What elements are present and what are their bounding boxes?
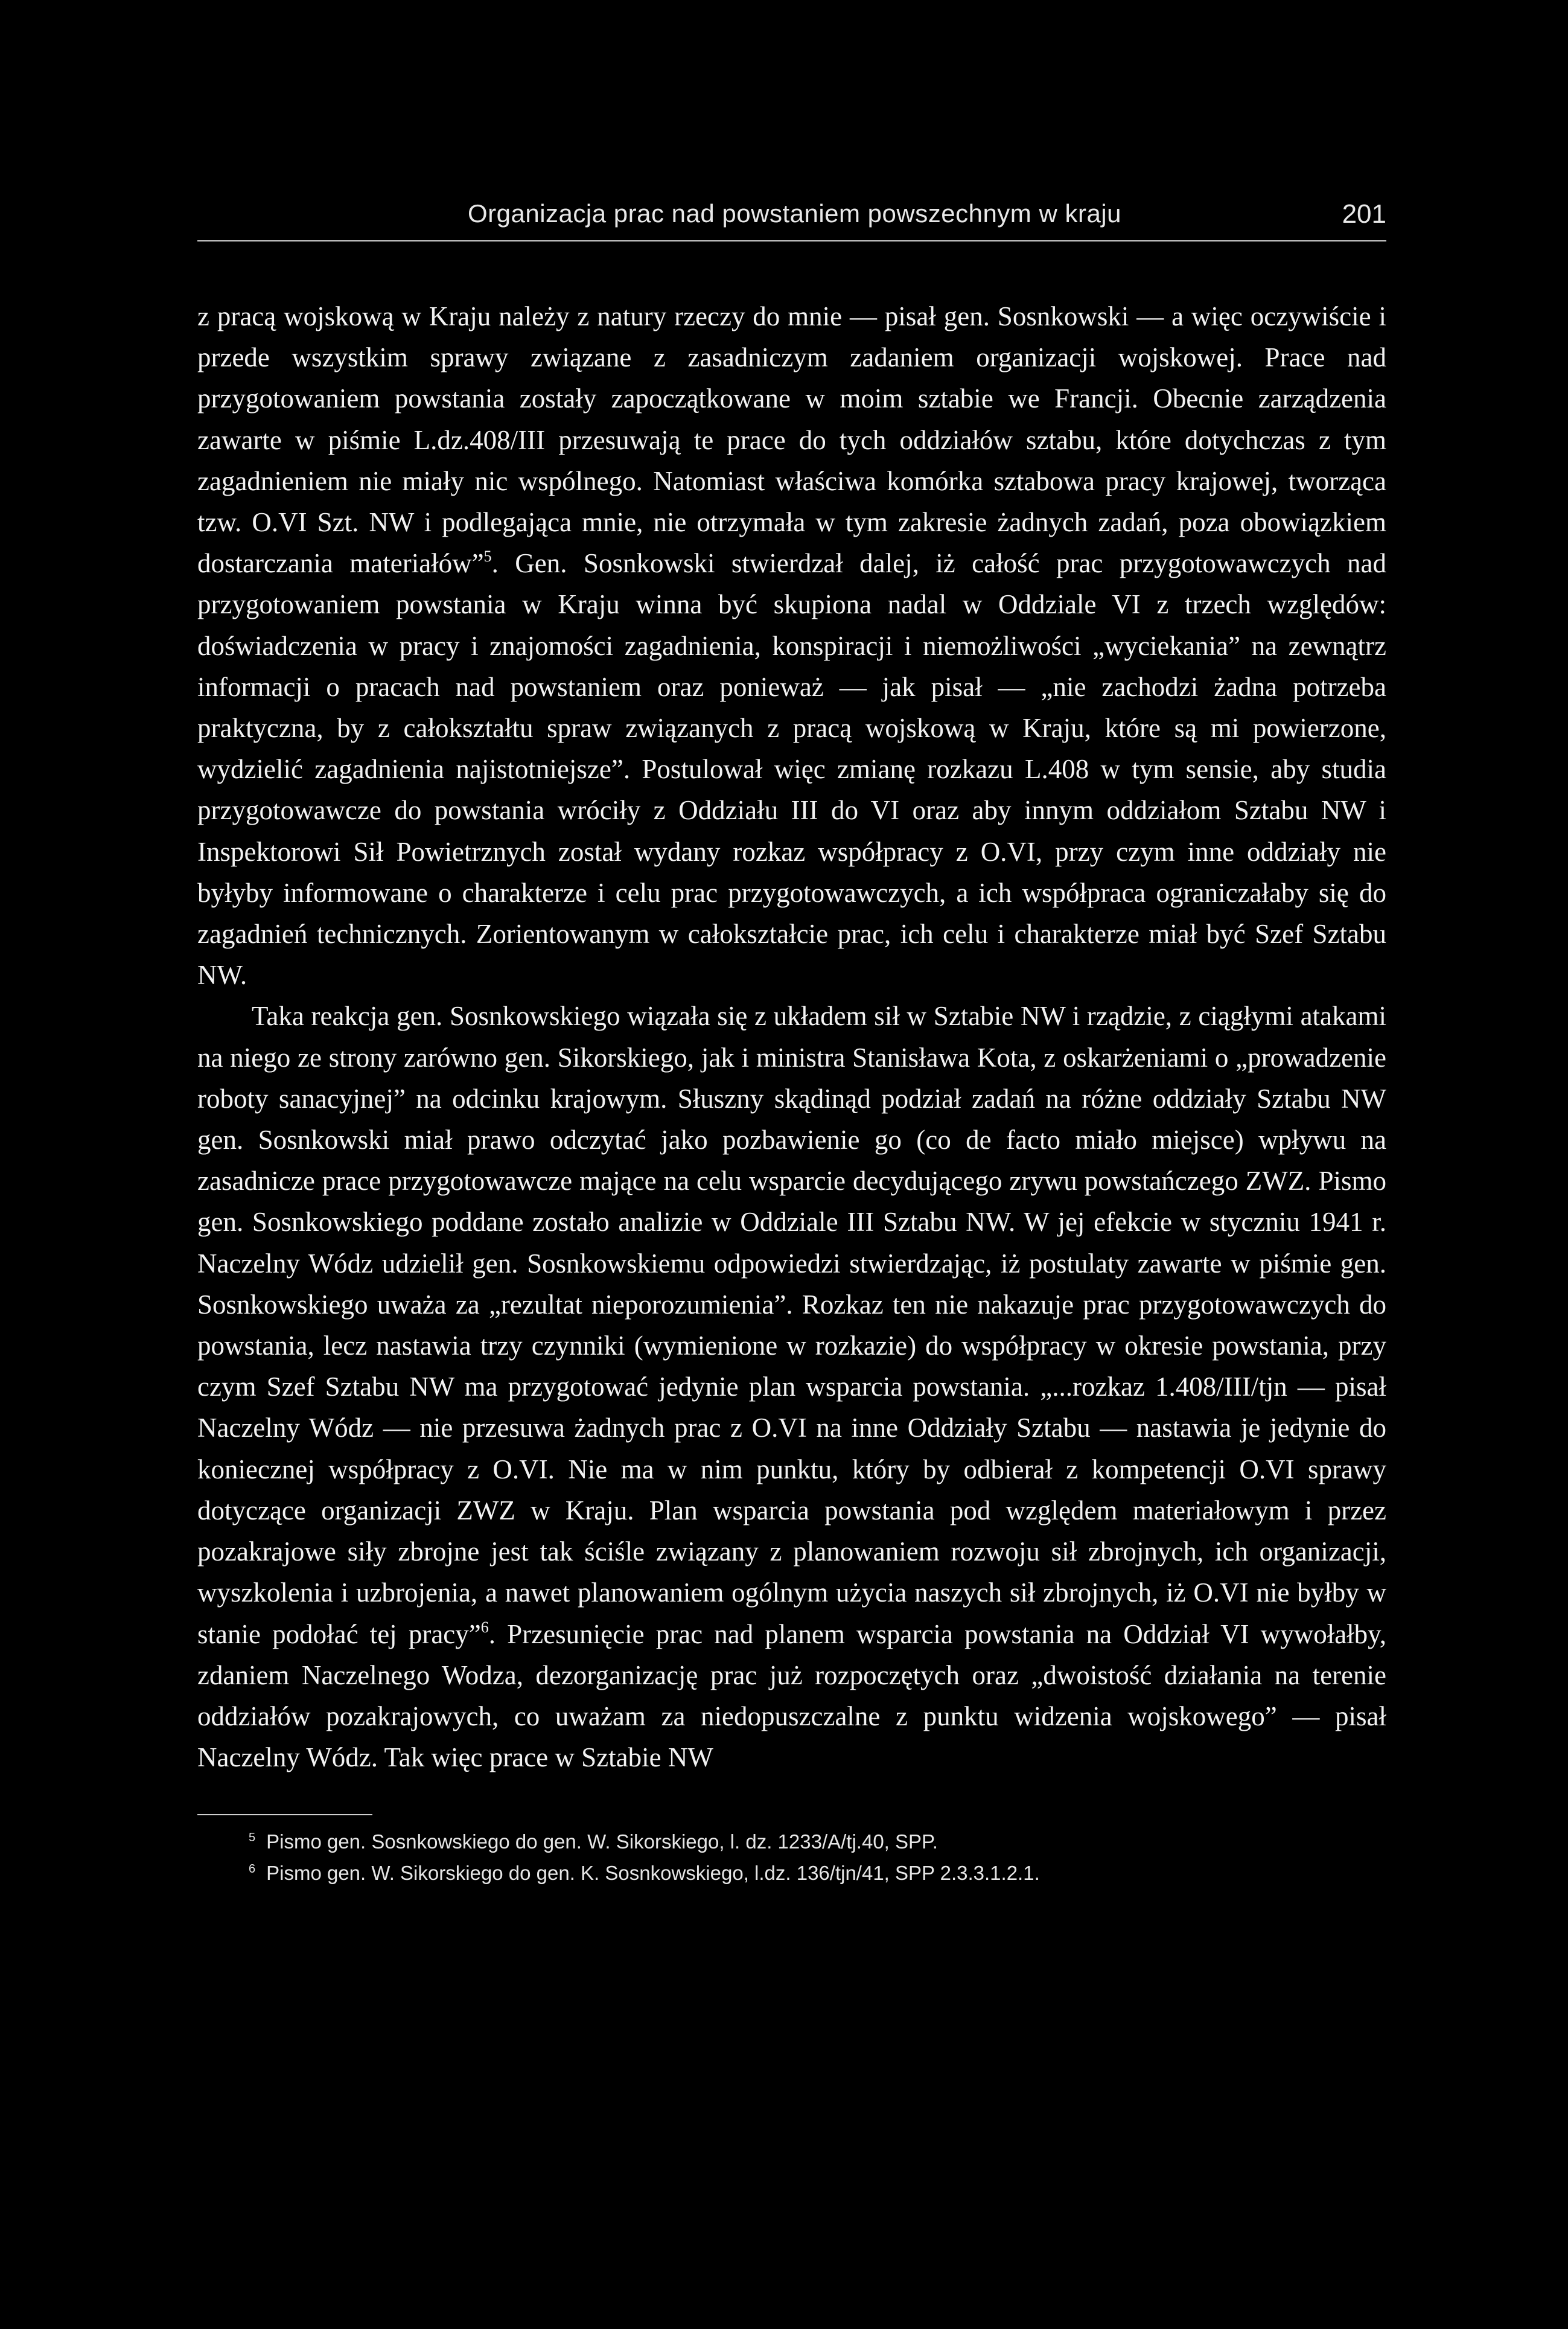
paragraph-text: . Przesunięcie prac nad planem wsparcia powstania na Oddział VI wywołałby, zdaniem Naczelnego Wodza, dezorganizację prac już rozpoczętych oraz „dwoistość działania na terenie oddziałów pozakrajowych, co uważam za niedopuszczalne z punktu widzenia wojskowego” — pisał Naczelny Wódz. Tak więc prace w Sztabie NW: [197, 1618, 1386, 1773]
footnote-reference[interactable]: 5: [483, 548, 492, 566]
book-page: [197, 199, 1386, 1889]
footnote-number: 5: [249, 1831, 256, 1845]
page-number: 201: [1342, 199, 1386, 229]
footnote-text: Pismo gen. Sosnkowskiego do gen. W. Sikorskiego, l. dz. 1233/A/tj.40, SPP.: [266, 1830, 938, 1853]
paragraph: [197, 296, 1386, 995]
running-header: [197, 199, 1386, 241]
header-rule: [197, 240, 1386, 241]
footnote-number: 6: [249, 1862, 256, 1876]
footnote-text: Pismo gen. W. Sikorskiego do gen. K. Sosnkowskiego, l.dz. 136/tjn/41, SPP 2.3.3.1.2.1.: [266, 1862, 1040, 1885]
paragraph-text: z pracą wojskową w Kraju należy z natury rzeczy do mnie — pisał gen. Sosnkowski — a więc oczywiście i przede wszystkim sprawy związane z zasadniczym zadaniem organizacji wojskowej. Prace nad przygotowaniem powstania zostały zapoczątkowane w moim sztabie we Francji. Obecnie zarządzenia zawarte w piśmie L.dz.408/III przesuwają te prace do tych oddziałów sztabu, które dotychczas z tym zagadnieniem nie miały nic wspólnego. Natomiast właściwa komórka sztabowa pracy krajowej, tworząca tzw. O.VI Szt. NW i podlegająca mnie, nie otrzymała w tym zakresie żadnych zadań, poza obowiązkiem dostarczania materiałów”: [197, 301, 1386, 579]
footnote: [249, 1858, 1386, 1889]
paragraph-text: Taka reakcja gen. Sosnkowskiego wiązała się z układem sił w Sztabie NW i rządzie, z ciągłymi atakami na niego ze strony zarówno gen. Sikorskiego, jak i ministra Stanisława Kota, z oskarżeniami o „prowadzenie roboty sanacyjnej” na odcinku krajowym. Słuszny skądinąd podział zadań na różne oddziały Sztabu NW gen. Sosnkowski miał prawo odczytać jako pozbawienie go (co de facto miało miejsce) wpływu na zasadnicze prace przygotowawcze mające na celu wsparcie decydującego zrywu powstańczego ZWZ. Pismo gen. Sosnkowskiego poddane zostało analizie w Oddziale III Sztabu NW. W jej efekcie w styczniu 1941 r. Naczelny Wódz udzielił gen. Sosnkowskiemu odpowiedzi stwierdzając, iż postulaty zawarte w piśmie gen. Sosnkowskiego uważa za „rezultat nieporozumienia”. Rozkaz ten nie nakazuje prac przygotowawczych do powstania, lecz nastawia trzy czynniki (wymienione w rozkazie) do współpracy w okresie powstania, przy czym Szef Sztabu NW ma przygotować jedynie plan wsparcia powstania. „...rozkaz 1.408/III/tjn — pisał Naczelny Wódz — nie przesuwa żadnych prac z O.VI na inne Oddziały Sztabu — nastawia je jedynie do koniecznej współpracy z O.VI. Nie ma w nim punktu, który by odbierał z kompetencji O.VI sprawy dotyczące organizacji ZWZ w Kraju. Plan wsparcia powstania pod względem materiałowym i przez pozakrajowe siły zbrojne jest tak ściśle związany z planowaniem rozwoju sił zbrojnych, ich organizacji, wyszkolenia i uzbrojenia, a nawet planowaniem ogólnym użycia naszych sił zbrojnych, iż O.VI nie byłby w stanie podołać tej pracy”: [197, 1001, 1386, 1649]
footnote: [249, 1826, 1386, 1858]
body-text: [197, 296, 1386, 1778]
footnotes: [197, 1826, 1386, 1889]
footnote-separator: [197, 1814, 372, 1815]
paragraph: [197, 995, 1386, 1778]
footnote-reference[interactable]: 6: [480, 1618, 489, 1636]
running-header-title: Organizacja prac nad powstaniem powszechnym w kraju: [468, 199, 1121, 228]
paragraph-text: . Gen. Sosnkowski stwierdzał dalej, iż całość prac przygotowawczych nad przygotowaniem powstania w Kraju winna być skupiona nadal w Oddziale VI z trzech względów: doświadczenia w pracy i znajomości zagadnienia, konspiracji i niemożliwości „wyciekania” na zewnątrz informacji o pracach nad powstaniem oraz ponieważ — jak pisał — „nie zachodzi żadna potrzeba praktyczna, by z całokształtu spraw związanych z pracą wojskową w Kraju, które są mi powierzone, wydzielić zagadnienia najistotniejsze”. Postulował więc zmianę rozkazu L.408 w tym sensie, aby studia przygotowawcze do powstania wróciły z Oddziału III do VI oraz aby innym oddziałom Sztabu NW i Inspektorowi Sił Powietrznych został wydany rozkaz współpracy z O.VI, przy czym inne oddziały nie byłyby informowane o charakterze i celu prac przygotowawczych, a ich współpraca ograniczałaby się do zagadnień technicznych. Zorientowanym w całokształcie prac, ich celu i charakterze miał być Szef Sztabu NW.: [197, 548, 1386, 991]
